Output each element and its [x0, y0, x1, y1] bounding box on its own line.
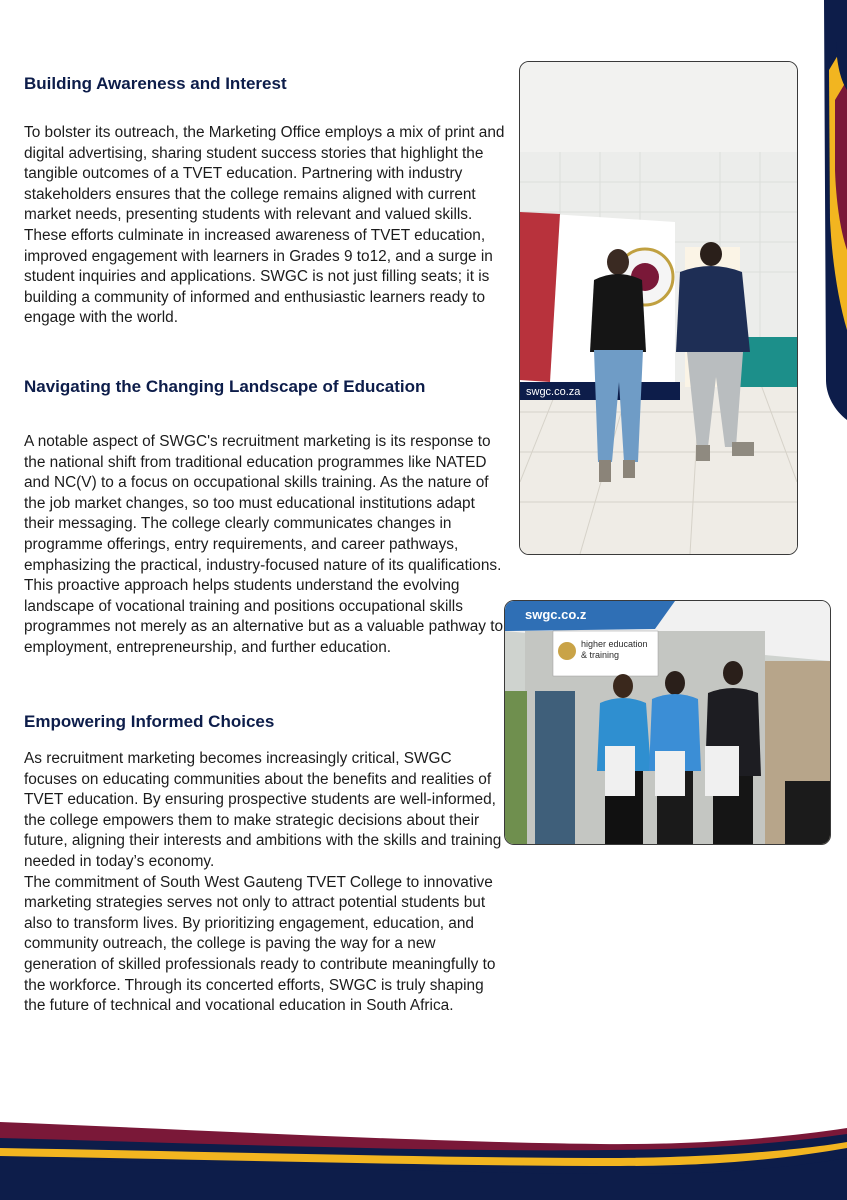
banner-url-text: swgc.co.za	[526, 386, 581, 398]
section-body-landscape	[24, 432, 506, 659]
section-heading-choices: Empowering Informed Choices	[24, 712, 275, 731]
paragraph: This proactive approach helps students understand the evolving landscape of vocational training and positions occupational skills programmes not merely as an alternative but as a valuable pathway to employment, entrepreneurship, and further education.	[24, 577, 504, 656]
section-body-choices	[24, 749, 506, 1017]
paragraph: A notable aspect of SWGC's recruitment marketing is its response to the national shift from traditional education programmes like NATED and NC(V) to a focus on occupational skills training. As the nature of the job market changes, so too must educational institutions adapt their messaging. The college clearly communicates changes in programme offerings, entry requirements, and career pathways, emphasizing the practical, industry-focused nature of its qualifications.	[24, 433, 502, 574]
paragraph: The commitment of South West Gauteng TVET College to innovative marketing strategies serves not only to attract potential students but also to transform lives. By prioritizing engagement, education, and community outreach, the college is paving the way for a new generation of skilled professionals ready to contribute meaningfully to the workforce. Through its concerted efforts, SWGC is truly shaping the future of technical and vocational education in South Africa.	[24, 873, 496, 1015]
sign-line-1: higher education	[581, 639, 648, 649]
sign-line-2: & training	[581, 650, 620, 660]
bottom-wave-decoration	[0, 1108, 847, 1200]
section-heading-awareness: Building Awareness and Interest	[24, 74, 287, 93]
paragraph: These efforts culminate in increased awareness of TVET education, improved engagement with learners in Grades 9 to12, and a surge in student inquiries and applications. SWGC is not just filling seats; it is building a community of informed and enthusiastic learners ready to engage with the world.	[24, 226, 493, 327]
right-edge-decoration	[820, 0, 847, 420]
section-heading-landscape: Navigating the Changing Landscape of Education	[24, 377, 426, 396]
section-body-awareness	[24, 123, 506, 329]
canopy-text: swgc.co.z	[525, 607, 587, 622]
photo-students	[504, 600, 831, 845]
paragraph: As recruitment marketing becomes increasingly critical, SWGC focuses on educating communities about the benefits and realities of TVET education. By ensuring prospective students are well-informed, the college empowers them to make strategic decisions about their future, aligning their interests and ambitions with the skills and training needed in today’s economy.	[24, 750, 502, 870]
paragraph: To bolster its outreach, the Marketing Office employs a mix of print and digital advertising, sharing student success stories that highlight the tangible outcomes of a TVET education. Partnering with industry stakeholders ensures that the college remains aligned with current market needs, presenting students with relevant and valued skills.	[24, 124, 505, 224]
photo-presenters	[519, 61, 798, 555]
